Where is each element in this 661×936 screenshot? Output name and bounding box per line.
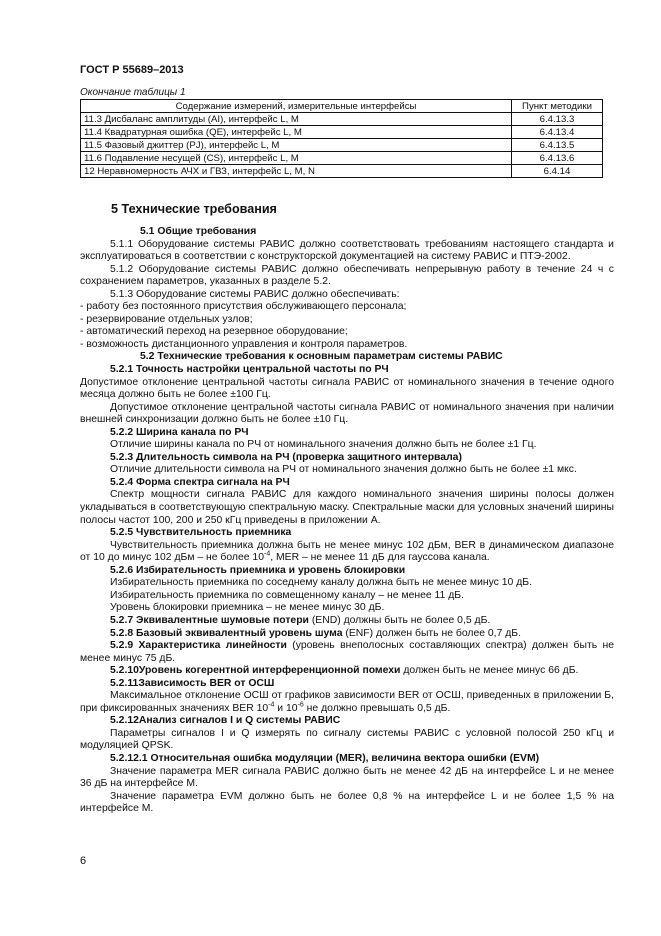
paragraph: Параметры сигналов I и Q измерять по сигналу системы РАВИС с условной полосой 250 кГц и модуляцией QPSK. <box>80 727 614 752</box>
heading-5-2: 5.2 Технические требования к основным параметрам системы РАВИС <box>140 351 503 363</box>
column-header-content: Содержание измерений, измерительные интерфейсы <box>81 100 512 113</box>
paragraph-5-2-9: 5.2.9 Характеристика линейности (уровень внеполосных составляющих спектра) должен быть не менее минус 75 дБ. <box>80 640 614 664</box>
paragraph: 5.1.1 Оборудование системы РАВИС должно соответствовать требованиям настоящего стандарта и эксплуатироваться в соответствии с конструкторской документацией на систему РАВИС и ПТЭ-2002. <box>80 238 614 263</box>
table-cell: 12 Неравномерность АЧХ и ГВЗ, интерфейс L, M, N <box>81 165 512 178</box>
heading-5-2-12: 5.2.12Анализ сигналов I и Q системы РАВИС <box>110 715 341 727</box>
paragraph: 5.1.2 Оборудование системы РАВИС должно обеспечивать непрерывную работу в течение 24 ч с сохранением параметров, указанных в разделе 5.2. <box>80 263 614 288</box>
table-cell: 6.4.13.3 <box>512 113 603 126</box>
page-number: 6 <box>80 855 87 867</box>
document-body <box>80 226 614 816</box>
table-cell: 6.4.13.6 <box>512 152 603 165</box>
paragraph-5-2-7: 5.2.7 Эквивалентные шумовые потери (END) должны быть не более 0,5 дБ. <box>110 614 491 626</box>
paragraph: Допустимое отклонение центральной частоты сигнала РАВИС от номинального значения при наличии внешней синхронизации должно быть не более ±10 Гц. <box>80 401 614 426</box>
heading-5-2-11: 5.2.11Зависимость BER от ОСШ <box>110 677 275 689</box>
paragraph: Отличие длительности символа на РЧ от номинального значения должно быть не более ±1 мкс. <box>110 464 577 476</box>
paragraph: 5.1.3 Оборудование системы РАВИС должно обеспечивать: <box>110 288 400 300</box>
table-row <box>81 126 603 139</box>
table-row <box>81 139 603 152</box>
paragraph: Избирательность приемника по совмещенному каналу – не менее 11 дБ. <box>110 589 464 601</box>
table-header-row <box>81 100 603 113</box>
paragraph: Уровень блокировки приемника – не менее минус 30 дБ. <box>110 602 385 614</box>
paragraph: Максимальное отклонение ОСШ от графиков зависимости BER от ОСШ, приведенных в приложении Б, при фиксированных значениях BER $10^{-4}$ и $10^{-6}$ не должно превышать 0,5 дБ. <box>80 690 614 714</box>
heading-5-2-1: 5.2.1 Точность настройки центральной частоты по РЧ <box>110 364 389 376</box>
list-item: - резервирование отдельных узлов; <box>80 313 253 325</box>
table-cell: 6.4.13.4 <box>512 126 603 139</box>
paragraph: Избирательность приемника по соседнему каналу должна быть не менее минус 10 дБ. <box>110 577 532 589</box>
table-cell: 11.6 Подавление несущей (CS), интерфейс L, M <box>81 152 512 165</box>
paragraph: Спектр мощности сигнала РАВИС для каждого номинального значения ширины полосы должен укладываться в соответствующую спектральную маску. Спектральные маски для условных значений ширины полосы частот 100, 200 и 250 кГц приведены в приложении А. <box>80 489 614 526</box>
table-cell: 11.3 Дисбаланс амплитуды (AI), интерфейс L, M <box>81 113 512 126</box>
paragraph: Значение параметра MER сигнала РАВИС должно быть не менее 42 дБ на интерфейсе L и не менее 36 дБ на интерфейсе M. <box>80 765 614 790</box>
table-cell: 6.4.13.5 <box>512 139 603 152</box>
paragraph: Отличие ширины канала по РЧ от номинального значения должно быть не более ±1 Гц. <box>110 439 537 451</box>
standard-header: ГОСТ Р 55689–2013 <box>80 64 184 76</box>
heading-5-2-12-1: 5.2.12.1 Относительная ошибка модуляции (MER), величина вектора ошибки (EVM) <box>110 752 540 764</box>
heading-5-1: 5.1 Общие требования <box>140 226 257 237</box>
table-row <box>81 152 603 165</box>
paragraph-5-2-8: 5.2.8 Базовый эквивалентный уровень шума (ENF) должен быть не более 0,7 дБ. <box>110 627 521 639</box>
heading-5-2-4: 5.2.4 Форма спектра сигнала на РЧ <box>110 476 290 488</box>
heading-5-2-6: 5.2.6 Избирательность приемника и уровень блокировки <box>110 564 406 576</box>
paragraph-5-2-10: 5.2.10Уровень когерентной интерференционной помехи должен быть не менее минус 66 дБ. <box>110 665 579 677</box>
table-cell: 11.5 Фазовый джиттер (PJ), интерфейс L, M <box>81 139 512 152</box>
paragraph: Допустимое отклонение центральной частоты сигнала РАВИС от номинального значения в течение одного месяца должно быть не более ±100 Гц. <box>80 376 614 401</box>
measurements-table <box>80 99 603 178</box>
table-row <box>81 113 603 126</box>
table-row <box>81 165 603 178</box>
paragraph: Чувствительность приемника должна быть не менее минус 102 дБм, BER в динамическом диапазоне от 10 до минус 102 дБм – не более $10^{-4}$, MER – не менее 11 дБ для гауссова канала. <box>80 539 614 564</box>
section-title: 5 Технические требования <box>111 202 277 216</box>
column-header-method: Пункт методики <box>512 100 603 113</box>
list-item: - автоматический переход на резервное оборудование; <box>80 326 348 338</box>
table-caption: Окончание таблицы 1 <box>80 87 186 98</box>
paragraph: Значение параметра EVM должно быть не более 0,8 % на интерфейсе L и не более 1,5 % на интерфейсе M. <box>80 790 614 815</box>
heading-5-2-3: 5.2.3 Длительность символа на РЧ (проверка защитного интервала) <box>110 451 462 463</box>
table-cell: 11.4 Квадратурная ошибка (QE), интерфейс L, M <box>81 126 512 139</box>
heading-5-2-5: 5.2.5 Чувствительность приемника <box>110 527 292 539</box>
list-item: - возможность дистанционного управления и контроля параметров. <box>80 338 408 350</box>
table-cell: 6.4.14 <box>512 165 603 178</box>
list-item: - работу без постоянного присутствия обслуживающего персонала; <box>80 301 407 313</box>
heading-5-2-2: 5.2.2 Ширина канала по РЧ <box>110 426 249 438</box>
